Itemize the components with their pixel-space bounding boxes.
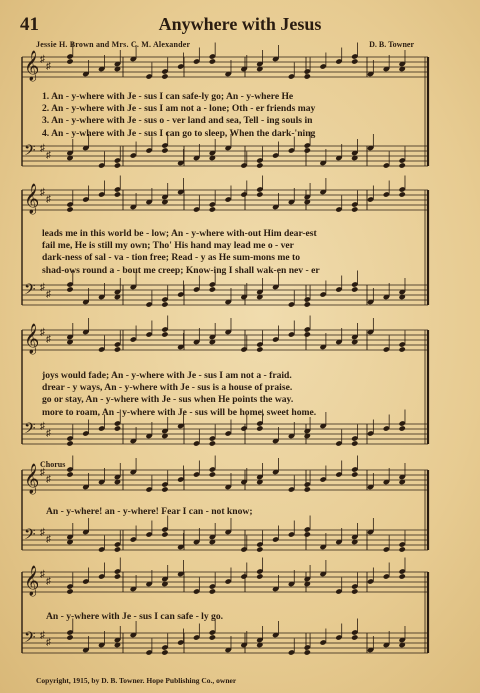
note-head: [256, 162, 263, 168]
lyric-line: 2. An - y-where with Je - sus I am not a - lone; Oth - er friends may: [42, 103, 316, 115]
sharp-icon: ♯: [40, 282, 45, 293]
lyric-line: shad-ows round a - bout me creep; Know-ing I shall wak-en nev - er: [42, 264, 320, 276]
note-head: [351, 471, 358, 477]
note-head: [256, 346, 263, 352]
bass-clef-icon: 𝄢: [24, 526, 36, 547]
sharp-icon: ♯: [40, 327, 45, 338]
sharp-icon: ♯: [46, 61, 51, 72]
sharp-icon: ♯: [40, 467, 45, 478]
bass-clef-icon: 𝄢: [24, 142, 36, 163]
sharp-icon: ♯: [40, 630, 45, 641]
note-head: [209, 634, 216, 640]
note-head: [398, 573, 405, 579]
music-credit: D. B. Towner: [369, 40, 414, 49]
note-head: [66, 471, 73, 477]
treble-clef-icon: 𝄞: [24, 51, 40, 81]
note-head: [161, 486, 168, 492]
note-head: [398, 425, 405, 431]
sharp-icon: ♯: [46, 150, 51, 161]
hymn-number: 41: [20, 14, 39, 35]
note-head: [304, 147, 311, 153]
note-head: [209, 471, 216, 477]
note-head: [351, 440, 358, 446]
bass-clef-icon: 𝄢: [24, 629, 36, 650]
note-head: [66, 206, 73, 212]
verse-block-3: [42, 370, 422, 419]
note-head: [114, 191, 121, 197]
sharp-icon: ♯: [46, 576, 51, 587]
note-head: [209, 440, 216, 446]
note-head: [161, 531, 168, 537]
note-head: [66, 588, 73, 594]
sharp-icon: ♯: [46, 334, 51, 345]
sharp-icon: ♯: [46, 289, 51, 300]
note-head: [66, 286, 73, 292]
sharp-icon: ♯: [40, 54, 45, 65]
note-head: [398, 191, 405, 197]
note-head: [304, 301, 311, 307]
note-head: [161, 649, 168, 655]
lyric-line: more to roam, An - y-where with Je - sus will be home, sweet home.: [42, 406, 317, 418]
note-head: [161, 301, 168, 307]
note-head: [209, 588, 216, 594]
note-head: [209, 206, 216, 212]
note-head: [209, 286, 216, 292]
note-head: [256, 425, 263, 431]
note-head: [256, 191, 263, 197]
note-head: [209, 58, 216, 64]
note-head: [256, 573, 263, 579]
note-head: [161, 147, 168, 153]
sharp-icon: ♯: [40, 569, 45, 580]
verse-block-1: [42, 91, 422, 140]
sharp-icon: ♯: [40, 421, 45, 432]
verse-block-2: [42, 228, 422, 277]
chorus-lyric-1: An - y-where! an - y-where! Fear I can - not know;: [46, 506, 253, 517]
note-head: [351, 286, 358, 292]
treble-clef-icon: 𝄞: [24, 566, 40, 596]
sharp-icon: ♯: [40, 143, 45, 154]
chorus-label: Chorus: [40, 460, 66, 469]
lyric-line: dark-ness of sal - va - tion free; Read - y as He sum-mons me to: [42, 252, 301, 264]
lyric-line: drear - y ways, An - y-where with Je - sus is a house of praise.: [42, 382, 293, 394]
note-head: [304, 486, 311, 492]
lyric-line: fail me, He is still my own; Tho' His hand may lead me o - ver: [42, 240, 294, 252]
note-head: [351, 588, 358, 594]
note-head: [66, 58, 73, 64]
sharp-icon: ♯: [40, 187, 45, 198]
note-head: [161, 331, 168, 337]
note-head: [114, 425, 121, 431]
sharp-icon: ♯: [46, 194, 51, 205]
lyric-line: 1. An - y-where with Je - sus I can safe-ly go; An - y-where He: [42, 91, 294, 102]
note-head: [351, 58, 358, 64]
note-head: [256, 546, 263, 552]
note-head: [304, 331, 311, 337]
note-head: [398, 546, 405, 552]
sharp-icon: ♯: [46, 534, 51, 545]
note-head: [114, 573, 121, 579]
note-head: [351, 634, 358, 640]
note-head: [304, 649, 311, 655]
lyric-line: 4. An - y-where with Je - sus I can go to sleep, When the dark-'ning: [42, 127, 316, 139]
note-head: [114, 162, 121, 168]
note-head: [351, 206, 358, 212]
lyric-line: leads me in this world be - low; An - y-where with-out Him dear-est: [42, 228, 317, 239]
sharp-icon: ♯: [46, 637, 51, 648]
note-head: [304, 73, 311, 79]
words-credit: Jessie H. Brown and Mrs. C. M. Alexander: [36, 40, 191, 49]
lyric-line: 3. An - y-where with Je - sus o - ver land and sea, Tell - ing souls in: [42, 115, 313, 127]
treble-clef-icon: 𝄞: [24, 324, 40, 354]
bass-clef-icon: 𝄢: [24, 420, 36, 441]
note-head: [66, 440, 73, 446]
sharp-icon: ♯: [46, 474, 51, 485]
sharp-icon: ♯: [46, 428, 51, 439]
chorus-lyric-2: An - y-where with Je - sus I can safe - ly go.: [46, 611, 224, 622]
sharp-icon: ♯: [40, 527, 45, 538]
lyric-line: go or stay, An - y-where with Je - sus when He points the way.: [42, 394, 294, 406]
note-head: [114, 346, 121, 352]
note-head: [114, 546, 121, 552]
lyric-line: joys would fade; An - y-where with Je - sus I am not a - fraid.: [42, 370, 292, 381]
note-head: [398, 162, 405, 168]
treble-clef-icon: 𝄞: [24, 464, 40, 494]
hymn-title: Anywhere with Jesus: [158, 14, 322, 34]
note-head: [304, 531, 311, 537]
note-head: [161, 73, 168, 79]
copyright-notice: Copyright, 1915, by D. B. Towner. Hope Publishing Co., owner: [36, 676, 237, 685]
note-head: [66, 634, 73, 640]
treble-clef-icon: 𝄞: [24, 184, 40, 214]
note-head: [398, 346, 405, 352]
bass-clef-icon: 𝄢: [24, 281, 36, 302]
